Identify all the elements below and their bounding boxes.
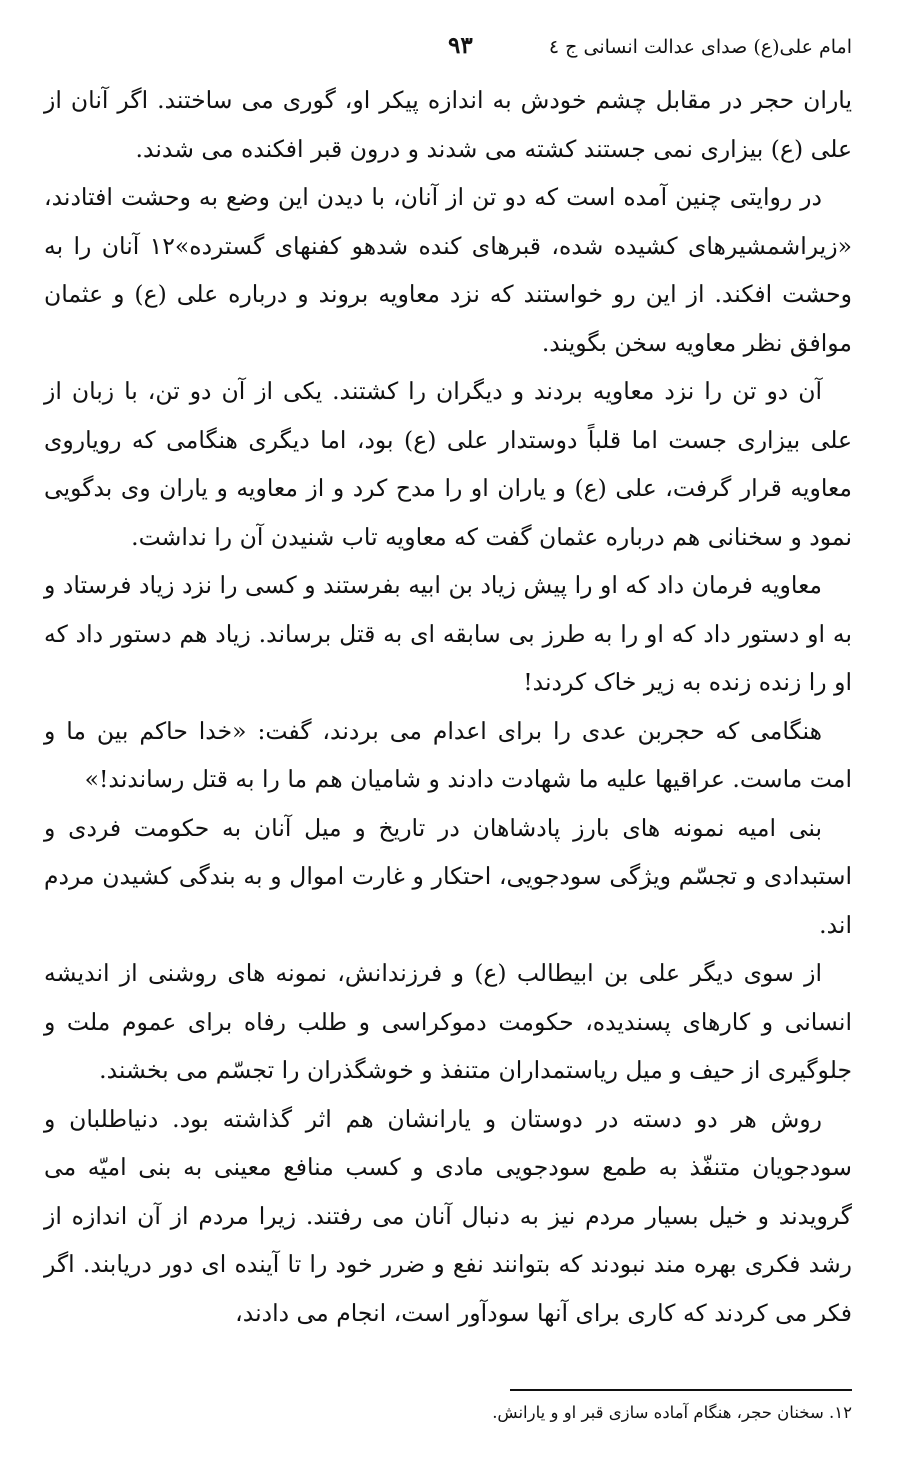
page-header — [48, 30, 852, 70]
paragraph-continuation: یاران حجر در مقابل چشم خودش به اندازه پیکر او، گوری می ساختند. اگر آنان از علی (ع) بیزاری نمی جستند کشته می شدند و درون قبر افکنده می شدند. — [44, 86, 852, 163]
paragraph: در روایتی چنین آمده است که دو تن از آنان، با دیدن این وضع به وحشت افتادند، «زیراشمشیرهای کشیده شده، قبرهای کنده شدهو کفنهای گسترده»١٢ آنان را به وحشت افکند. از این رو خواستند که نزد معاویه بروند و درباره علی (ع) و عثمان موافق نظر معاویه سخن بگویند. — [44, 183, 852, 357]
paragraph: از سوی دیگر علی بن ابیطالب (ع) و فرزندانش، نمونه های روشنی از اندیشه انسانی و کارهای پسندیده، حکومت دموکراسی و طلب رفاه برای عموم ملت و جلوگیری از حیف و میل ریاستمداران متنفذ و خوشگذران را تجسّم می بخشند. — [44, 959, 852, 1084]
footnote: ١٢. سخنان حجر، هنگام آماده سازی قبر او و یارانش. — [492, 1403, 852, 1422]
paragraph: معاویه فرمان داد که او را پیش زیاد بن ابیه بفرستند و کسی را نزد زیاد فرستاد و به او دستور داد که او را به طرز بی سابقه ای به قتل برساند. زیاد هم دستور داد که او را زنده زنده به زیر خاک کردند! — [44, 571, 852, 696]
running-title: امام علی(ع) صدای عدالت انسانی ج ٤ — [548, 36, 852, 58]
paragraph: هنگامی که حجربن عدی را برای اعدام می بردند، گفت: «خدا حاکم بین ما و امت ماست. عراقیها علیه ما شهادت دادند و شامیان هم ما را به قتل رساندند!» — [44, 716, 852, 793]
paragraph: روش هر دو دسته در دوستان و یارانشان هم اثر گذاشته بود. دنیاطلبان و سودجویان متنفّذ به طمع سودجویی مادی و کسب منافع معینی به بنی امیّه می گرویدند و خیل بسیار مردم نیز به دنبال آنان می رفتند. زیرا مردم از آن اندازه از رشد فکری بهره مند نبودند که بتوانند نفع و ضرر خود را تا آینده ای دور دریابند. اگر فکر می کردند که کاری برای آنها سودآور است، انجام می دادند، — [44, 1104, 852, 1327]
paragraph: بنی امیه نمونه های بارز پادشاهان در تاریخ و میل آنان به حکومت فردی و استبدادی و تجسّم ویژگی سودجویی، احتکار و غارت اموال و به بندگی کشیدن مردم اند. — [44, 813, 852, 939]
footnote-separator — [510, 1389, 852, 1391]
body-text — [44, 76, 852, 1337]
paragraph: آن دو تن را نزد معاویه بردند و دیگران را کشتند. یکی از آن دو تن، با زبان از علی بیزاری جست اما قلباً دوستدار علی (ع) بود، اما دیگری هنگامی که رویاروی معاویه قرار گرفت، علی (ع) و یاران او را مدح کرد و از معاویه و یاران وی بدگویی نمود و سخنانی هم درباره عثمان گفت که معاویه تاب شنیدن آن را نداشت. — [44, 377, 852, 551]
page-number: ٩٣ — [448, 32, 473, 59]
